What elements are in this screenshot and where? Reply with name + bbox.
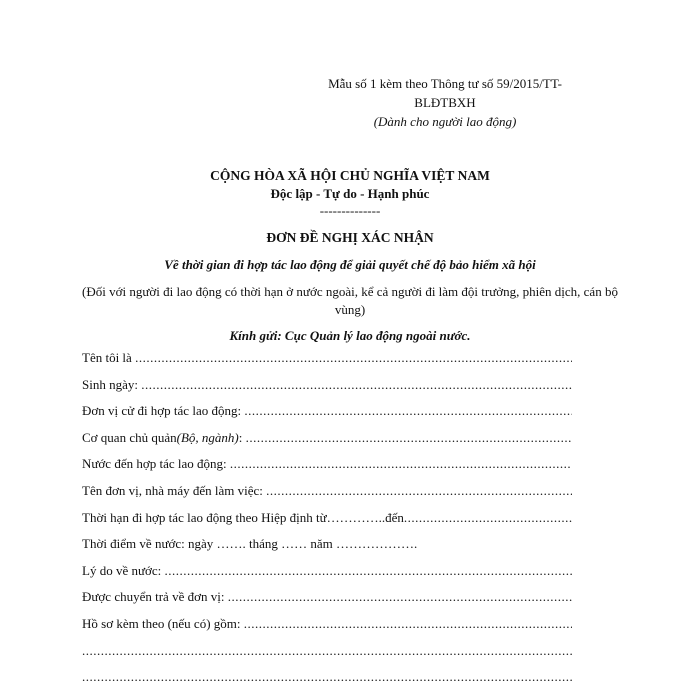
nation-motto: Độc lập - Tự do - Hạnh phúc: [270, 186, 430, 201]
field-name-label: Tên tôi là: [82, 350, 132, 365]
document-subtitle: Về thời gian đi hợp tác lao động để giải quyết chế độ bảo hiểm xã hội: [164, 257, 536, 272]
field-transfer-blank[interactable]: [228, 589, 572, 605]
field-agency-blank[interactable]: [246, 430, 572, 446]
attachments-extra-line-2[interactable]: [82, 669, 572, 696]
field-term-label: Thời hạn đi hợp tác lao động theo Hiệp định từ: [82, 509, 327, 525]
field-transfer[interactable]: [82, 589, 572, 616]
field-workplace[interactable]: [82, 483, 572, 510]
form-fields: [82, 350, 572, 696]
field-return-date-label: Thời điểm về nước: ngày ……. tháng …… năm ……………….: [82, 536, 418, 552]
field-agency-colon: :: [238, 429, 243, 445]
field-agency[interactable]: [82, 430, 572, 457]
field-reason[interactable]: [82, 563, 572, 590]
recipient-line: Kính gửi: Cục Quản lý lao động ngoài nước.: [229, 328, 471, 343]
form-ref-line1: Mẫu số 1 kèm theo Thông tư số 59/2015/TT-: [328, 76, 562, 91]
field-destination-blank[interactable]: [230, 456, 572, 472]
field-return-date[interactable]: [82, 536, 572, 563]
attachments-extra-blank-2[interactable]: [82, 669, 572, 685]
field-dob[interactable]: [82, 377, 572, 404]
field-name[interactable]: [82, 350, 572, 377]
field-transfer-label: Được chuyển trả về đơn vị:: [82, 589, 225, 605]
field-dob-label: Sinh ngày:: [82, 376, 138, 392]
attachments-extra-blank-1[interactable]: [82, 643, 572, 659]
field-sending-unit-blank[interactable]: [244, 403, 572, 419]
form-ref-note: (Dành cho người lao động): [373, 114, 517, 129]
field-sending-unit[interactable]: [82, 403, 572, 430]
field-attachments-blank[interactable]: [244, 616, 572, 632]
field-agency-label: Cơ quan chủ quản: [82, 429, 177, 445]
field-name-blank[interactable]: [135, 350, 572, 366]
field-reason-blank[interactable]: [165, 563, 572, 579]
field-workplace-label: Tên đơn vị, nhà máy đến làm việc:: [82, 482, 263, 498]
field-reason-label: Lý do về nước:: [82, 562, 162, 578]
field-attachments[interactable]: [82, 616, 572, 643]
document-note: (Đối với người đi lao động có thời hạn ở nước ngoài, kể cả người đi làm đội trưởng, phiên dịch, cán bộ vùng): [82, 284, 618, 317]
document-title: ĐƠN ĐỀ NGHỊ XÁC NHẬN: [266, 230, 434, 245]
field-term-to-label: đến: [385, 509, 404, 525]
field-term-from-blank[interactable]: …………..: [326, 509, 386, 525]
field-term-to-blank[interactable]: [404, 510, 572, 526]
field-workplace-blank[interactable]: [266, 483, 572, 499]
form-ref-line2: BLĐTBXH: [414, 95, 476, 110]
attachments-extra-line-1[interactable]: [82, 643, 572, 670]
field-destination-label: Nước đến hợp tác lao động:: [82, 456, 227, 472]
field-agency-italic: (Bộ, ngành): [176, 429, 239, 445]
field-term[interactable]: [82, 510, 572, 537]
field-destination[interactable]: [82, 456, 572, 483]
field-sending-unit-label: Đơn vị cử đi hợp tác lao động:: [82, 403, 242, 419]
field-attachments-label: Hồ sơ kèm theo (nếu có) gồm:: [82, 615, 241, 631]
motto-separator: --------------: [319, 203, 381, 218]
form-reference: [300, 74, 590, 131]
field-dob-blank[interactable]: [141, 377, 572, 393]
nation-name: CỘNG HÒA XÃ HỘI CHỦ NGHĨA VIỆT NAM: [210, 168, 490, 183]
